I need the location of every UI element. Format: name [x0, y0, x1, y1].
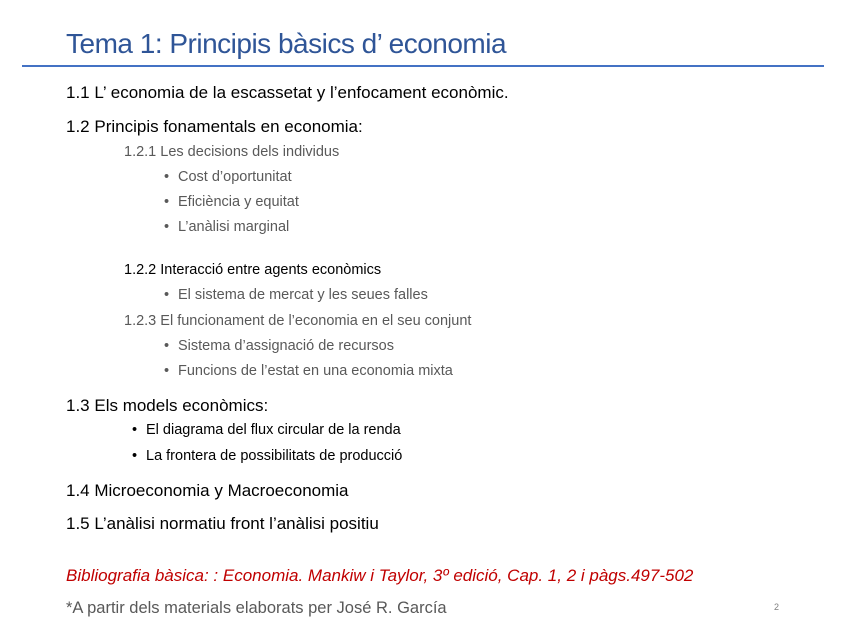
section-1-4: 1.4 Microeconomia y Macroeconomia: [66, 481, 349, 500]
subsection-1-2-2: 1.2.2 Interacció entre agents econòmics: [124, 262, 382, 278]
page-number: 2: [774, 602, 780, 612]
section-1-3: 1.3 Els models econòmics:: [66, 396, 269, 415]
subsection-1-2-1: 1.2.1 Les decisions dels individus: [124, 144, 340, 160]
credit-note: *A partir dels materials elaborats per José R. García: [66, 599, 447, 617]
slide-title: Tema 1: Principis bàsics d’ economia: [66, 28, 507, 59]
bullet-assignacio-recursos: • Sistema d’assignació de recursos: [178, 339, 394, 354]
bullet-sistema-mercat: • El sistema de mercat y les seues falles: [178, 288, 428, 303]
section-1-1: 1.1 L’ economia de la escassetat y l’enfocament econòmic.: [66, 83, 509, 102]
bullet-cost-oportunitat: • Cost d’oportunitat: [178, 170, 292, 185]
bibliography-note: Bibliografia bàsica: : Economia. Mankiw i Taylor, 3º edició, Cap. 1, 2 i pàgs.497-502: [66, 566, 694, 585]
section-1-5: 1.5 L’anàlisi normatiu front l’anàlisi positiu: [66, 514, 379, 533]
bullet-funcions-estat: • Funcions de l’estat en una economia mixta: [178, 364, 453, 379]
bullet-frontera-possibilitats: • La frontera de possibilitats de producció: [146, 449, 402, 464]
bullet-flux-circular: • El diagrama del flux circular de la renda: [146, 423, 401, 438]
section-1-2: 1.2 Principis fonamentals en economia:: [66, 117, 363, 136]
bullet-analisi-marginal: • L’anàlisi marginal: [178, 220, 289, 235]
bullet-eficiencia-equitat: • Eficiència y equitat: [178, 195, 299, 210]
subsection-1-2-3: 1.2.3 El funcionament de l’economia en el seu conjunt: [124, 313, 472, 329]
title-underline: [22, 65, 824, 67]
